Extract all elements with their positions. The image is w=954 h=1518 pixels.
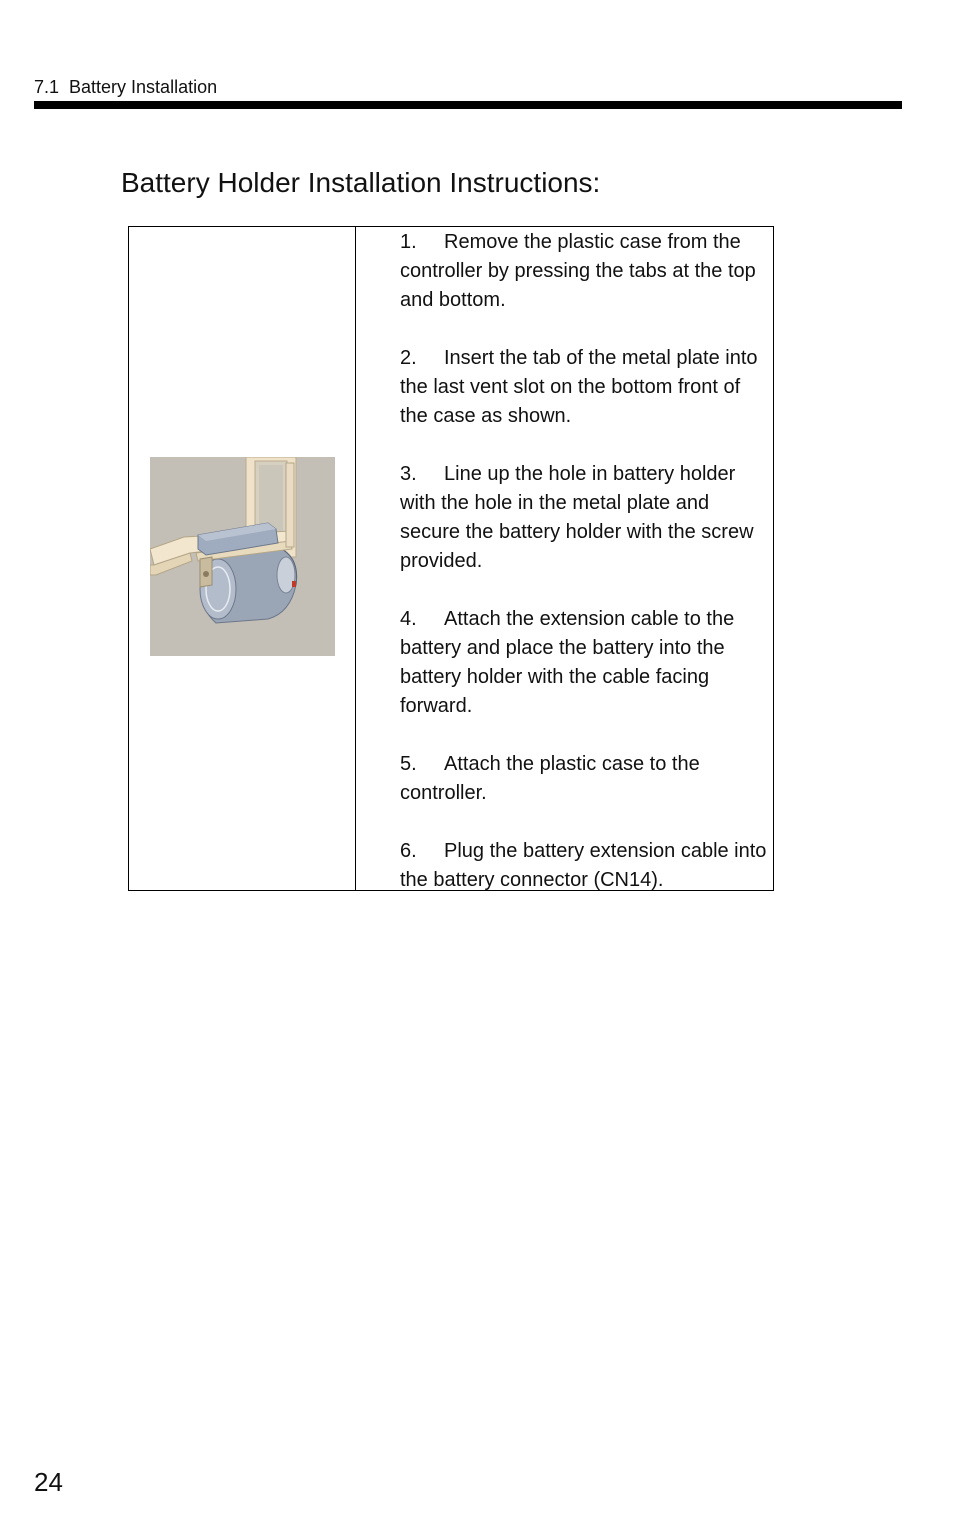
steps-list [400,228,770,895]
step-text: Insert the tab of the metal plate into the last vent slot on the bottom front of the case as shown. [400,347,758,427]
instruction-table [128,226,774,891]
running-header: 7.1 Battery Installation [34,77,218,97]
step-number: 6. [400,840,417,862]
page-title: Battery Holder Installation Instructions: [121,167,601,198]
list-item [400,460,770,576]
step-number: 5. [400,753,417,775]
step-text: Plug the battery extension cable into the battery connector (CN14). [400,840,767,891]
step-text: Attach the plastic case to the controller. [400,753,700,804]
list-item [400,228,770,315]
list-item [400,344,770,431]
header-rule [34,101,902,109]
step-text: Line up the hole in battery holder with the hole in the metal plate and secure the battery holder with the screw provided. [400,463,754,572]
instructions-cell [356,227,773,890]
list-item [400,750,770,808]
battery-holder-illustration [150,457,335,656]
list-item [400,837,770,895]
step-number: 3. [400,463,417,485]
list-item [400,605,770,721]
page-number: 24 [34,1467,63,1497]
step-number: 4. [400,608,417,630]
step-text: Remove the plastic case from the controller by pressing the tabs at the top and bottom. [400,231,756,311]
step-number: 1. [400,231,417,253]
illustration-cell [129,227,356,890]
step-number: 2. [400,347,417,369]
step-text: Attach the extension cable to the battery and place the battery into the battery holder with the cable facing forward. [400,608,735,717]
